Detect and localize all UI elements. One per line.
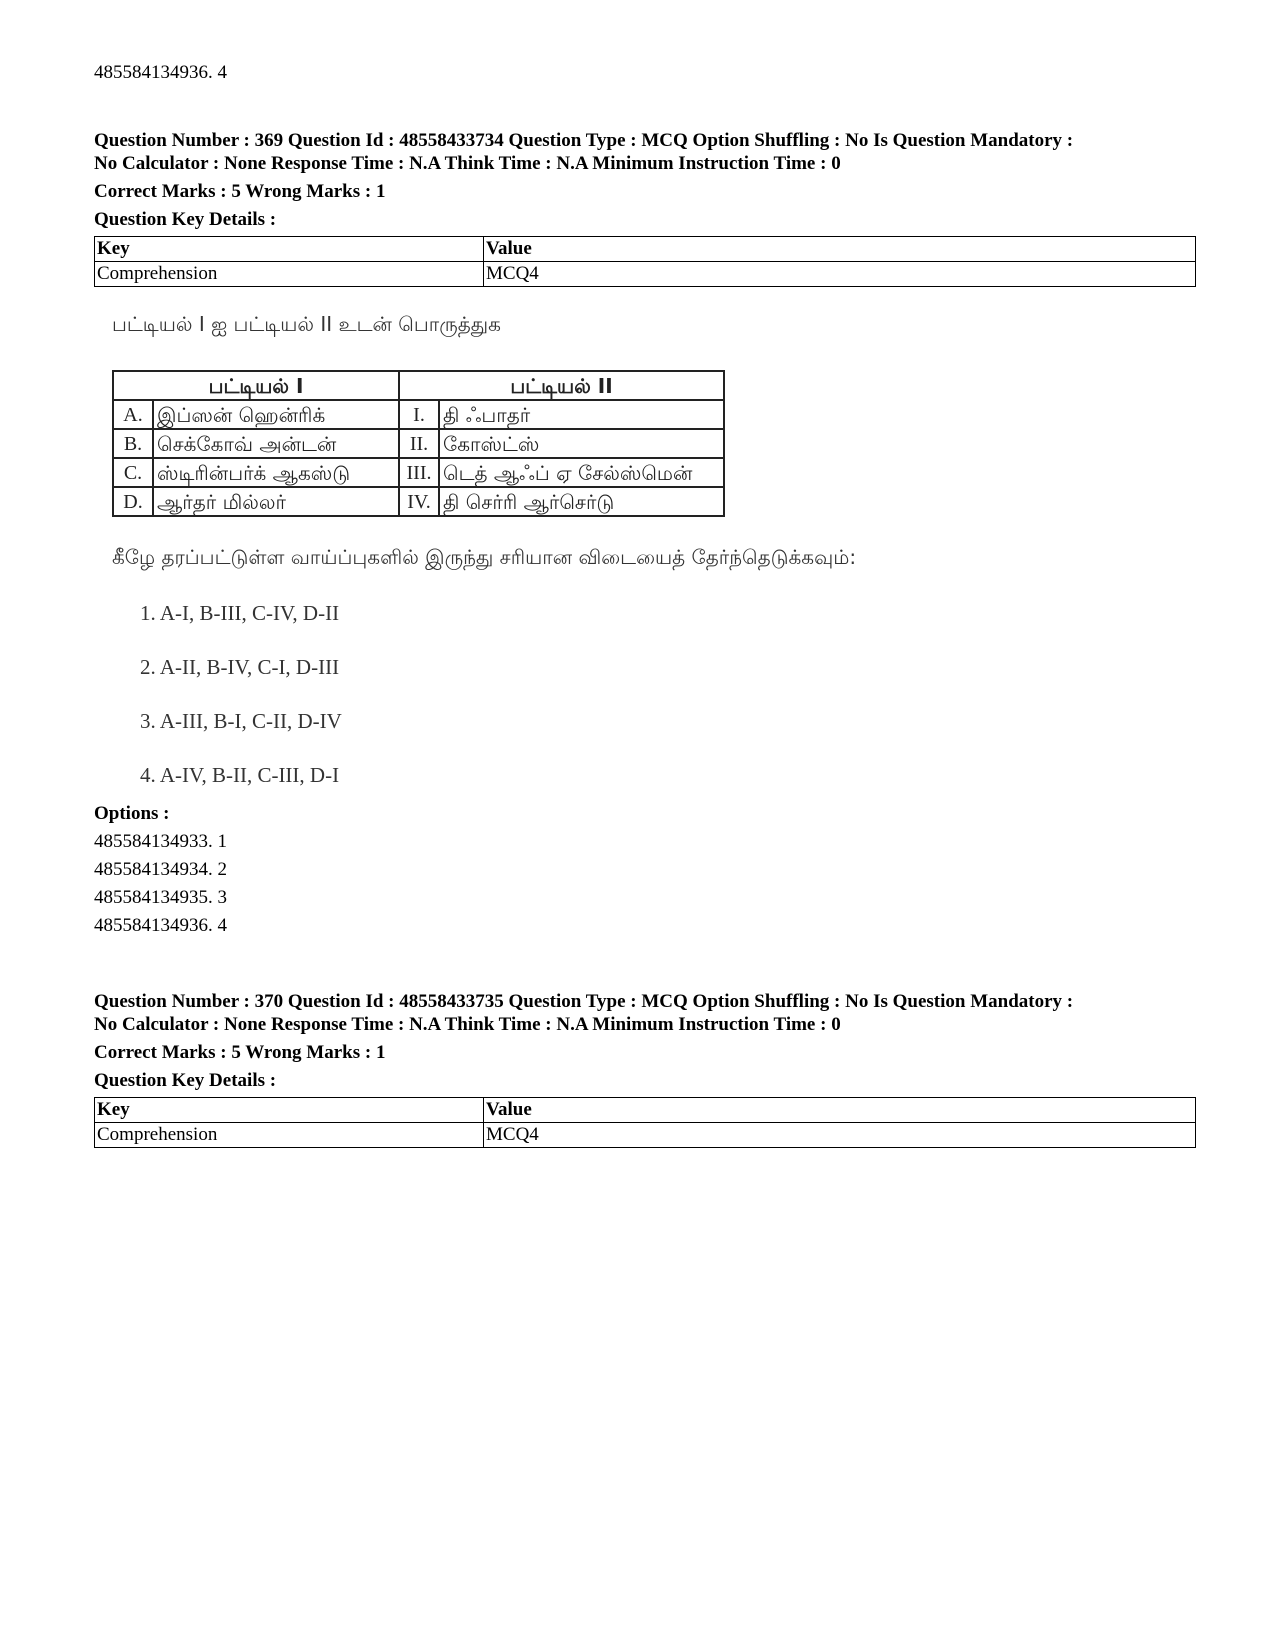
option-item: 485584134935. 3 <box>94 887 227 908</box>
marks-line: Correct Marks : 5 Wrong Marks : 1 <box>94 1042 386 1063</box>
match-table <box>112 370 725 517</box>
list-1-item: இப்ஸன் ஹென்ரிக் <box>153 400 399 429</box>
question-image <box>112 312 1052 817</box>
option-item: 485584134934. 2 <box>94 859 227 880</box>
match-row <box>113 400 724 429</box>
option-item: 485584134933. 1 <box>94 831 227 852</box>
options-block <box>94 800 227 940</box>
key-header: Key <box>95 237 484 262</box>
answer-choice: 1. A-I, B-III, C-IV, D-II <box>140 601 340 625</box>
list-2-item: கோஸ்ட்ஸ் <box>439 429 724 458</box>
question-header-line1: Question Number : 369 Question Id : 48558433734 Question Type : MCQ Option Shuffling : No Is Question Mandatory : <box>94 130 1074 151</box>
match-row <box>113 429 724 458</box>
options-label: Options : <box>94 803 170 824</box>
value-header: Value <box>484 237 1196 262</box>
marks-line: Correct Marks : 5 Wrong Marks : 1 <box>94 181 386 202</box>
list-1-header: பட்டியல் I <box>113 371 399 400</box>
key-details-label: Question Key Details : <box>94 1070 277 1091</box>
row-label: B. <box>113 429 153 458</box>
row-label: II. <box>399 429 439 458</box>
list-1-item: ஆர்தர் மில்லர் <box>153 487 399 516</box>
row-label: IV. <box>399 487 439 516</box>
row-label: A. <box>113 400 153 429</box>
question-header-line2: No Calculator : None Response Time : N.A Think Time : N.A Minimum Instruction Time : 0 <box>94 1014 841 1035</box>
list-1-item: ஸ்டிரின்பர்க் ஆகஸ்டு <box>153 458 399 487</box>
answer-choice: 3. A-III, B-I, C-II, D-IV <box>140 709 342 733</box>
key-table-row <box>95 1123 1196 1148</box>
key-details-table <box>94 1097 1196 1148</box>
key-cell: Comprehension <box>95 1123 484 1148</box>
row-label: I. <box>399 400 439 429</box>
match-table-header <box>113 371 724 400</box>
value-cell: MCQ4 <box>484 262 1196 287</box>
key-table-header-row <box>95 1098 1196 1123</box>
question-header-line1: Question Number : 370 Question Id : 48558433735 Question Type : MCQ Option Shuffling : No Is Question Mandatory : <box>94 991 1074 1012</box>
option-item: 485584134936. 4 <box>94 915 227 936</box>
key-table-header-row <box>95 237 1196 262</box>
list-2-item: டெத் ஆஃப் ஏ சேல்ஸ்மென் <box>439 458 724 487</box>
row-label: III. <box>399 458 439 487</box>
key-details-label: Question Key Details : <box>94 209 277 230</box>
value-cell: MCQ4 <box>484 1123 1196 1148</box>
question-header-line2: No Calculator : None Response Time : N.A Think Time : N.A Minimum Instruction Time : 0 <box>94 153 841 174</box>
match-instruction: பட்டியல் I ஐ பட்டியல் II உடன் பொருத்துக <box>112 312 501 336</box>
list-2-item: தி ஃபாதர் <box>439 400 724 429</box>
match-row <box>113 458 724 487</box>
choose-instruction: கீழே தரப்பட்டுள்ள வாய்ப்புகளில் இருந்து சரியான விடையைத் தேர்ந்தெடுக்கவும்: <box>112 545 857 569</box>
key-header: Key <box>95 1098 484 1123</box>
list-2-item: தி செர்ரி ஆர்செர்டு <box>439 487 724 516</box>
question-370 <box>94 990 1196 1148</box>
answer-choice: 2. A-II, B-IV, C-I, D-III <box>140 655 340 679</box>
match-row <box>113 487 724 516</box>
row-label: D. <box>113 487 153 516</box>
answer-choices <box>140 601 1052 817</box>
previous-answer-line: 485584134936. 4 <box>94 62 227 83</box>
value-header: Value <box>484 1098 1196 1123</box>
key-table-row <box>95 262 1196 287</box>
answer-choice: 4. A-IV, B-II, C-III, D-I <box>140 763 340 787</box>
key-cell: Comprehension <box>95 262 484 287</box>
list-2-header: பட்டியல் II <box>399 371 724 400</box>
question-369 <box>94 129 1196 287</box>
key-details-table <box>94 236 1196 287</box>
list-1-item: செக்கோவ் அன்டன் <box>153 429 399 458</box>
row-label: C. <box>113 458 153 487</box>
